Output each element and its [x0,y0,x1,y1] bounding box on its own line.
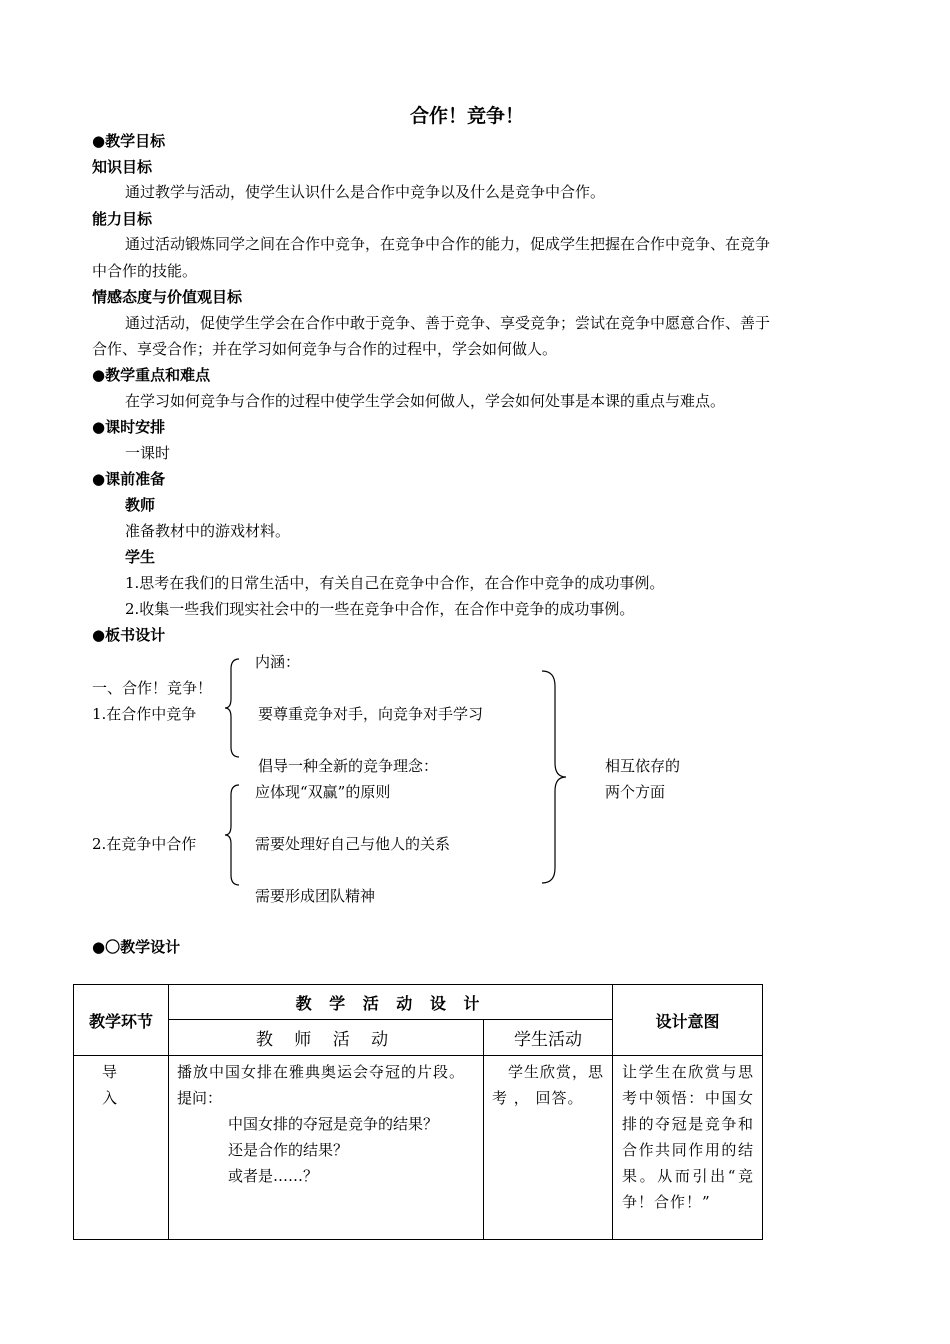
board-b2-line3: 需要形成团队精神 [255,887,376,905]
board-b1-line1: 内涵： [255,653,301,671]
row1-student-text: 学生欣赏，思 考 ， 回答。 [492,1063,605,1107]
right-brace [538,668,570,886]
row1-teacher-line1: 播放中国女排在雅典奥运会夺冠的片段。 [177,1063,466,1081]
board-b1-line2: 要尊重竞争对手，向竞争对手学习 [258,705,484,723]
page-title: 合作！竞争！ [410,105,525,127]
table-row [74,1056,763,1240]
header-teacher [169,1020,484,1056]
board-b2-line2: 需要处理好自己与他人的关系 [255,835,451,853]
board-b2-line1: 应体现“双赢”的原则 [255,783,391,801]
keypoints-text: 在学习如何竞争与合作的过程中使学生学会如何做人，学会如何处事是本课的重点与难点。 [125,392,726,410]
knowledge-heading: 知识目标 [92,158,153,176]
ability-text-line1: 通过活动锻炼同学之间在合作中竞争，在竞争中合作的能力，促成学生把握在合作中竞争、在竞争 [125,235,771,253]
teacher-text: 准备教材中的游戏材料。 [125,522,291,540]
board-item1: 1.在合作中竞争 [92,705,197,723]
design-heading: ●〇教学设计 [92,938,181,956]
objectives-heading: ●教学目标 [92,132,166,150]
row1-student [484,1056,613,1240]
row1-intent [613,1056,763,1240]
header-stage [74,985,169,1056]
ability-heading: 能力目标 [92,210,153,228]
left-brace-1 [222,657,242,759]
board-main-title: 一、合作！竞争！ [92,679,213,697]
header-activity [169,985,613,1020]
header-student-label: 学生活动 [514,1030,582,1050]
header-intent-label: 设计意图 [655,1011,720,1031]
schedule-text: 一课时 [125,444,171,462]
board-heading: ●板书设计 [92,626,166,644]
header-teacher-label: 教 师 活 动 [255,1030,397,1050]
row1-teacher [169,1056,484,1240]
keypoints-heading: ●教学重点和难点 [92,366,211,384]
emotion-text-line1: 通过活动，促使学生学会在合作中敢于竞争、善于竞争、享受竞争；尝试在竞争中愿意合作、善于 [125,314,771,332]
board-item2: 2.在竞争中合作 [92,835,197,853]
left-brace-2 [222,783,242,887]
prep-heading: ●课前准备 [92,470,166,488]
row1-intent-text: 让学生在欣赏与思考中领悟：中国女排的夺冠是竞争和合作共同作用的结果。从而引出“竞争！合作！” [622,1063,755,1211]
row1-stage-char1: 导 [102,1063,118,1081]
row1-teacher-line4: 还是合作的结果？ [228,1141,349,1159]
row1-teacher-line2: 提问： [177,1089,223,1107]
header-stage-label: 教学环节 [88,1011,153,1031]
student-heading: 学生 [125,548,156,566]
teacher-heading: 教师 [125,496,156,514]
board-b1-line3: 倡导一种全新的竞争理念： [258,757,439,775]
header-student [484,1020,613,1056]
ability-text-line2: 中合作的技能。 [92,262,198,280]
header-intent [613,985,763,1056]
row1-teacher-line3: 中国女排的夺冠是竞争的结果？ [228,1115,439,1133]
design-table [73,984,763,1240]
row1-teacher-line5: 或者是……？ [228,1167,319,1185]
row1-stage-char2: 入 [102,1089,118,1107]
board-right-line1: 相互依存的 [605,757,681,775]
row1-stage [74,1056,169,1240]
student-item-1: 1.思考在我们的日常生活中，有关自己在竞争中合作，在合作中竞争的成功事例。 [125,574,665,592]
schedule-heading: ●课时安排 [92,418,166,436]
board-right-line2: 两个方面 [605,783,666,801]
emotion-heading: 情感态度与价值观目标 [92,288,243,306]
knowledge-text: 通过教学与活动，使学生认识什么是合作中竞争以及什么是竞争中合作。 [125,183,606,201]
student-item-2: 2.收集一些我们现实社会中的一些在竞争中合作，在合作中竞争的成功事例。 [125,600,635,618]
emotion-text-line2: 合作、享受合作；并在学习如何竞争与合作的过程中，学会如何做人。 [92,340,558,358]
header-activity-label: 教 学 活 动 设 计 [295,993,486,1013]
